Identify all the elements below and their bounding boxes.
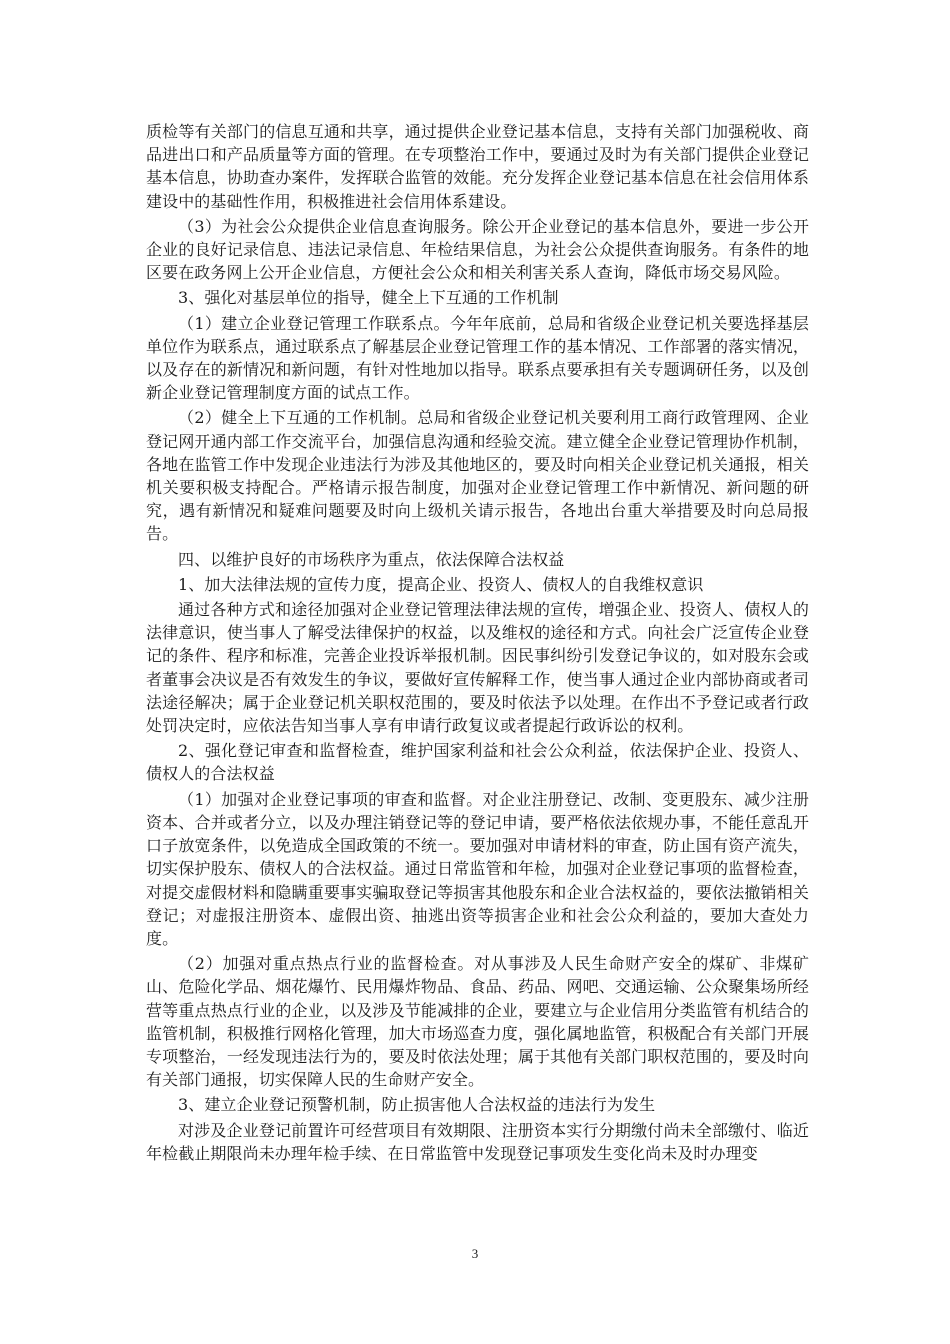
paragraph: 1、加大法律法规的宣传力度，提高企业、投资人、债权人的自我维权意识: [178, 574, 704, 594]
paragraph: 通过各种方式和途径加强对企业登记管理法律法规的宣传，增强企业、投资人、债权人的法律意识，使当事人了解受法律保护的权益，以及维权的途径和方式。向社会广泛宣传企业登记的条件、程序和标准，完善企业投诉举报机制。因民事纠纷引发登记争议的，如对股东会或者董事会决议是否有效发生的争议，要做好宣传解释工作，使当事人通过企业内部协商或者司法途径解决；属于企业登记机关职权范围的，要及时依法予以处理。在作出不予登记或者行政处罚决定时，应依法告知当事人享有申请行政复议或者提起行政诉讼的权利。: [146, 600, 809, 736]
paragraph: 3、建立企业登记预警机制，防止损害他人合法权益的违法行为发生: [178, 1095, 656, 1115]
paragraph: 2、强化登记审查和监督检查，维护国家利益和社会公众利益，依法保护企业、投资人、债权人的合法权益: [146, 741, 809, 784]
paragraph: 质检等有关部门的信息互通和共享，通过提供企业登记基本信息，支持有关部门加强税收、商品进出口和产品质量等方面的管理。在专项整治工作中，要通过及时为有关部门提供企业登记基本信息，协助查办案件，发挥联合监管的效能。充分发挥企业登记基本信息在社会信用体系建设中的基础性作用，积极推进社会信用体系建设。: [146, 122, 809, 211]
paragraph: （2）健全上下互通的工作机制。总局和省级企业登记机关要利用工商行政管理网、企业登记网开通内部工作交流平台，加强信息沟通和经验交流。建立健全企业登记管理协作机制，各地在监管工作中发现企业违法行为涉及其他地区的，要及时向相关企业登记机关通报，相关机关要积极支持配合。严格请示报告制度，加强对企业登记管理工作中新情况、新问题的研究，遇有新情况和疑难问题要及时向上级机关请示报告，各地出台重大举措要及时向总局报告。: [146, 408, 809, 544]
paragraph: （2）加强对重点热点行业的监督检查。对从事涉及人民生命财产安全的煤矿、非煤矿山、危险化学品、烟花爆竹、民用爆炸物品、食品、药品、网吧、交通运输、公众聚集场所经营等重点热点行业的企业，以及涉及节能减排的企业，要建立与企业信用分类监管有机结合的监管机制，积极推行网格化管理，加大市场巡查力度，强化属地监管，积极配合有关部门开展专项整治，一经发现违法行为的，要及时依法处理；属于其他有关部门职权范围的，要及时向有关部门通报，切实保障人民的生命财产安全。: [146, 954, 809, 1090]
paragraph: （3）为社会公众提供企业信息查询服务。除公开企业登记的基本信息外，要进一步公开企业的良好记录信息、违法记录信息、年检结果信息，为社会公众提供查询服务。有条件的地区要在政务网上公开企业信息，方便社会公众和相关利害关系人查询，降低市场交易风险。: [146, 216, 809, 283]
paragraph: 对涉及企业登记前置许可经营项目有效期限、注册资本实行分期缴付尚未全部缴付、临近年检截止期限尚未办理年检手续、在日常监管中发现登记事项发生变化尚未及时办理变: [146, 1120, 809, 1163]
page-number: 3: [471, 1246, 479, 1261]
paragraph: 四、以维护良好的市场秩序为重点，依法保障合法权益: [178, 549, 565, 569]
document-body: [146, 120, 809, 1167]
paragraph: （1）建立企业登记管理工作联系点。今年年底前，总局和省级企业登记机关要选择基层单位作为联系点，通过联系点了解基层企业登记管理工作的基本情况、工作部署的落实情况，以及存在的新情况和新问题，有针对性地加以指导。联系点要承担有关专题调研任务，以及创新企业登记管理制度方面的试点工作。: [146, 313, 809, 403]
paragraph: （1）加强对企业登记事项的审查和监督。对企业注册登记、改制、变更股东、减少注册资本、合并或者分立，以及办理注销登记等的登记申请，要严格依法依规办事，不能任意乱开口子放宽条件，以免造成全国政策的不统一。要加强对申请材料的审查，防止国有资产流失，切实保护股东、债权人的合法权益。通过日常监管和年检，加强对企业登记事项的监督检查，对提交虚假材料和隐瞒重要事实骗取登记等损害其他股东和企业合法权益的，要依法撤销相关登记；对虚报注册资本、虚假出资、抽逃出资等损害企业和社会公众利益的，要加大查处力度。: [146, 789, 809, 948]
paragraph: 3、强化对基层单位的指导，健全上下互通的工作机制: [178, 288, 559, 308]
